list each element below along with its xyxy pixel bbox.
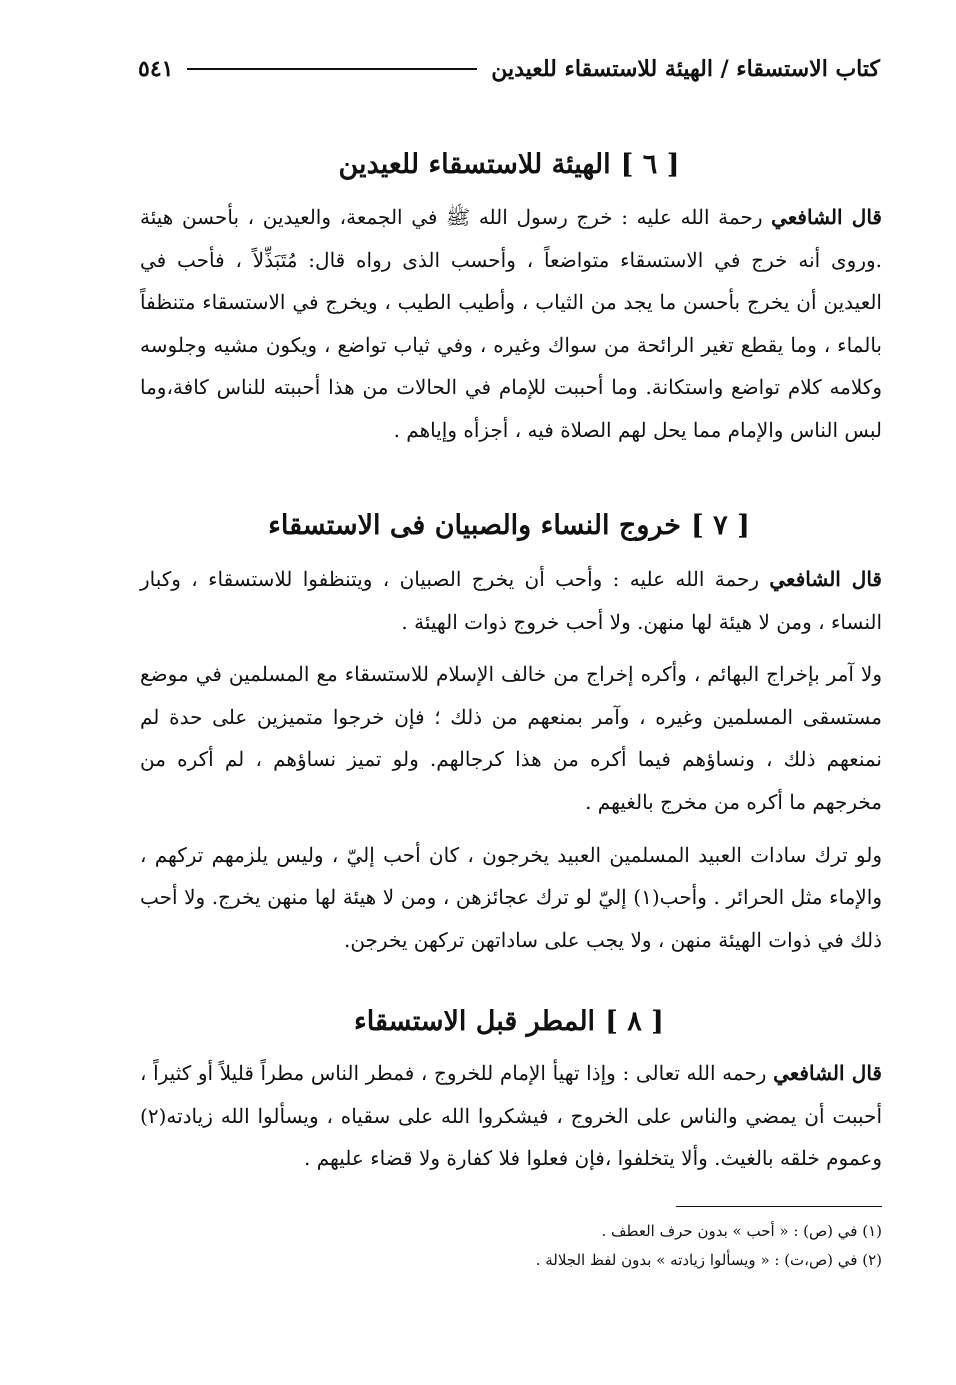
paragraph — [140, 653, 882, 823]
chapter-heading-8 — [140, 1002, 878, 1042]
chapter-number: [ ٨ ] — [605, 1006, 664, 1037]
chapter-number: [ ٦ ] — [620, 149, 680, 180]
paragraph-text: ولا آمر بإخراج البهائم ، وأكره إخراج من خالف الإسلام للاستسقاء مع المسلمين في موضع مستسقى المسلمين وغيره ، وآمر بمنعهم من ذلك ؛ فإن خرجوا متميزين على حدة لم نمنعهم ذلك ، ونساؤهم فيما أكره من هذا كرجالهم. ولو تميز نساؤهم ، لم أكره من مخرجهم ما أكره من مخرج بالغيهم . — [140, 662, 882, 814]
paragraph-lead: قال الشافعي — [773, 1061, 882, 1085]
footnote: (١) في (ص) : « أحب » بدون حرف العطف . — [601, 1222, 882, 1240]
paragraph-text: رحمه الله تعالى : وإذا تهيأ الإمام للخروج ، فمطر الناس مطراً قليلاً أو كثيراً ، أحببت أن يمضي والناس على الخروج ، فيشكروا الله على سقياه ، ويسألوا الله زيادته(٢) وعموم خلقه بالغيث. وألا يتخلفوا ،فإن فعلوا فلا كفارة ولا قضاء عليهم . — [140, 1061, 882, 1171]
paragraph-lead: قال الشافعي — [769, 567, 882, 591]
paragraph-text: رحمة الله عليه : وأحب أن يخرج الصبيان ، ويتنظفوا للاستسقاء ، وكبار النساء ، ومن لا هيئة لها منهن. ولا أحب خروج ذوات الهيئة . — [140, 567, 882, 634]
paragraph — [140, 834, 882, 962]
running-head — [138, 50, 880, 88]
running-head-title: كتاب الاستسقاء / الهيئة للاستسقاء للعيدين — [491, 56, 880, 82]
chapter-body-8 — [140, 1052, 882, 1190]
chapter-body-6 — [140, 196, 882, 462]
chapter-body-7 — [140, 558, 882, 971]
running-head-rule — [187, 68, 477, 70]
page-number: ٥٤١ — [138, 56, 174, 82]
paragraph — [140, 196, 882, 452]
paragraph-text: رحمة الله عليه : خرج رسول الله ﷺ في الجمعة، والعيدين ، بأحسن هيئة .وروى أنه خرج في الاستسقاء متواضعاً ، وأحسب الذى رواه قال: مُتَبَذِّلاً ، فأحب في العيدين أن يخرج بأحسن ما يجد من الثياب ، وأطيب الطيب ، ويخرج في الاستسقاء متنظفاً بالماء ، وما يقطع تغير الرائحة من سواك وغيره ، وفي ثياب تواضع ، ويكون مشيه وجلوسه وكلامه كلام تواضع واستكانة. وما أحببت للإمام في الحالات من هذا أحببته للناس كافة،وما لبس الناس والإمام مما يحل لهم الصلاة فيه ، أجزأه وإياهم . — [140, 205, 882, 442]
chapter-title: الهيئة للاستسقاء للعيدين — [338, 149, 611, 180]
chapter-title: خروج النساء والصبيان فى الاستسقاء — [268, 510, 681, 541]
paragraph — [140, 558, 882, 643]
footnotes — [140, 1218, 882, 1276]
chapter-number: [ ٧ ] — [690, 510, 750, 541]
paragraph-lead: قال الشافعي — [771, 205, 882, 229]
footnote-divider — [676, 1206, 882, 1207]
paragraph-text: ولو ترك سادات العبيد المسلمين العبيد يخرجون ، كان أحب إليّ ، وليس يلزمهم تركهم ، والإماء مثل الحرائر . وأحب(١) إليّ لو ترك عجائزهن ، ومن لا هيئة لها منهن يخرج. ولا أحب ذلك في ذوات الهيئة منهن ، ولا يجب على ساداتهن تركهن يخرجن. — [140, 842, 883, 952]
paragraph — [140, 1052, 882, 1180]
chapter-heading-7 — [140, 506, 878, 546]
footnote: (٢) في (ص،ت) : « ويسألوا زيادته » بدون لفظ الجلالة . — [535, 1251, 882, 1269]
chapter-title: المطر قبل الاستسقاء — [354, 1006, 596, 1037]
chapter-heading-6 — [140, 145, 878, 185]
